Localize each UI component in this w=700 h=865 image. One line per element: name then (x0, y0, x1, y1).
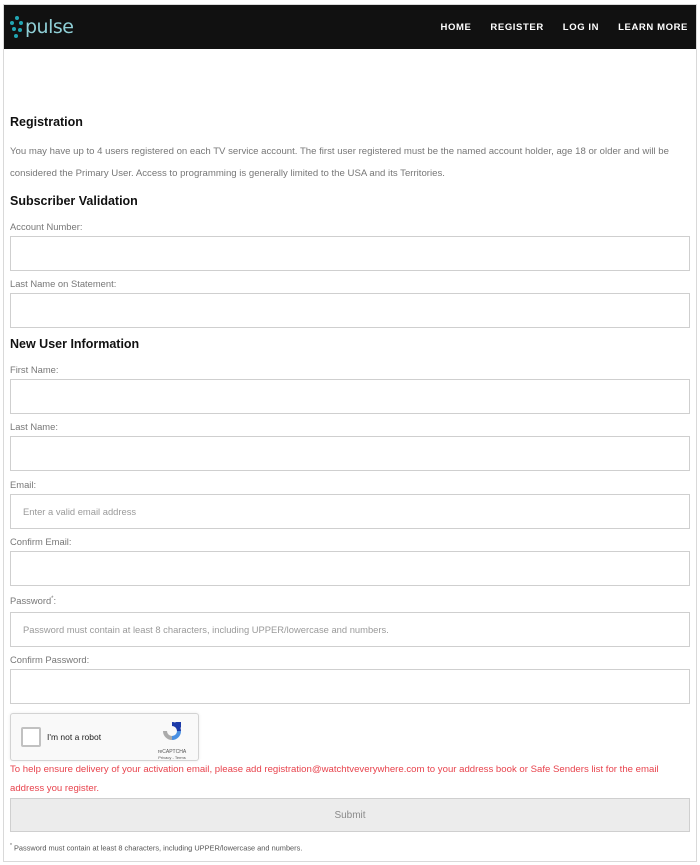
password-input[interactable] (10, 612, 690, 647)
required-marker: * (51, 595, 54, 602)
delivery-notice: To help ensure delivery of your activation email, please add registration@watchtveverywhere.com to your address book or Safe Senders list for the email address you register. (10, 764, 659, 794)
email-input[interactable] (10, 494, 690, 529)
recaptcha-links[interactable]: Privacy - Terms (158, 755, 186, 760)
confirm-email-label: Confirm Email: (10, 536, 72, 547)
last-name-label: Last Name: (10, 421, 58, 432)
logo-text: pulse (25, 16, 74, 38)
recaptcha-brand-text: reCAPTCHA (157, 749, 187, 755)
confirm-password-label: Confirm Password: (10, 654, 90, 665)
account-number-label: Account Number: (10, 221, 83, 232)
logo-dots-icon (10, 13, 24, 41)
last-name-input[interactable] (10, 436, 690, 471)
nav-learn-more-link[interactable]: LEARN MORE (618, 21, 688, 33)
page-frame (3, 4, 697, 862)
registration-intro: You may have up to 4 users registered on each TV service account. The first user registered must be the named account holder, age 18 or older and will be considered the Primary User. Access to programming is generally limited to the USA and its Territories. (10, 146, 669, 179)
confirm-email-input[interactable] (10, 551, 690, 586)
statement-last-name-label: Last Name on Statement: (10, 278, 117, 289)
password-label-suffix: : (53, 595, 57, 606)
recaptcha-label: I'm not a robot (47, 732, 102, 742)
confirm-password-input[interactable] (10, 669, 690, 704)
nav-register-link[interactable]: REGISTER (490, 21, 544, 33)
top-navbar (4, 5, 696, 49)
first-name-label: First Name: (10, 364, 59, 375)
account-number-input[interactable] (10, 236, 690, 271)
main-nav (422, 5, 688, 49)
password-label (10, 595, 56, 606)
password-footnote (10, 843, 302, 852)
footnote-marker: * (10, 843, 12, 849)
nav-home-link[interactable]: HOME (440, 21, 472, 33)
new-user-title: New User Information (10, 337, 140, 351)
first-name-input[interactable] (10, 379, 690, 414)
recaptcha-brand (152, 720, 192, 760)
pulse-logo[interactable] (10, 9, 73, 45)
nav-login-link[interactable]: LOG IN (562, 21, 600, 33)
subscriber-validation-title: Subscriber Validation (10, 194, 138, 208)
recaptcha-widget (10, 713, 199, 761)
registration-title: Registration (10, 115, 83, 129)
email-label: Email: (10, 479, 37, 490)
statement-last-name-input[interactable] (10, 293, 690, 328)
submit-button[interactable]: Submit (10, 798, 690, 832)
recaptcha-checkbox[interactable] (21, 727, 41, 747)
footnote-text: Password must contain at least 8 characters, including UPPER/lowercase and numbers. (11, 843, 303, 853)
recaptcha-logo-icon (161, 720, 183, 742)
password-label-text: Password (10, 595, 52, 606)
